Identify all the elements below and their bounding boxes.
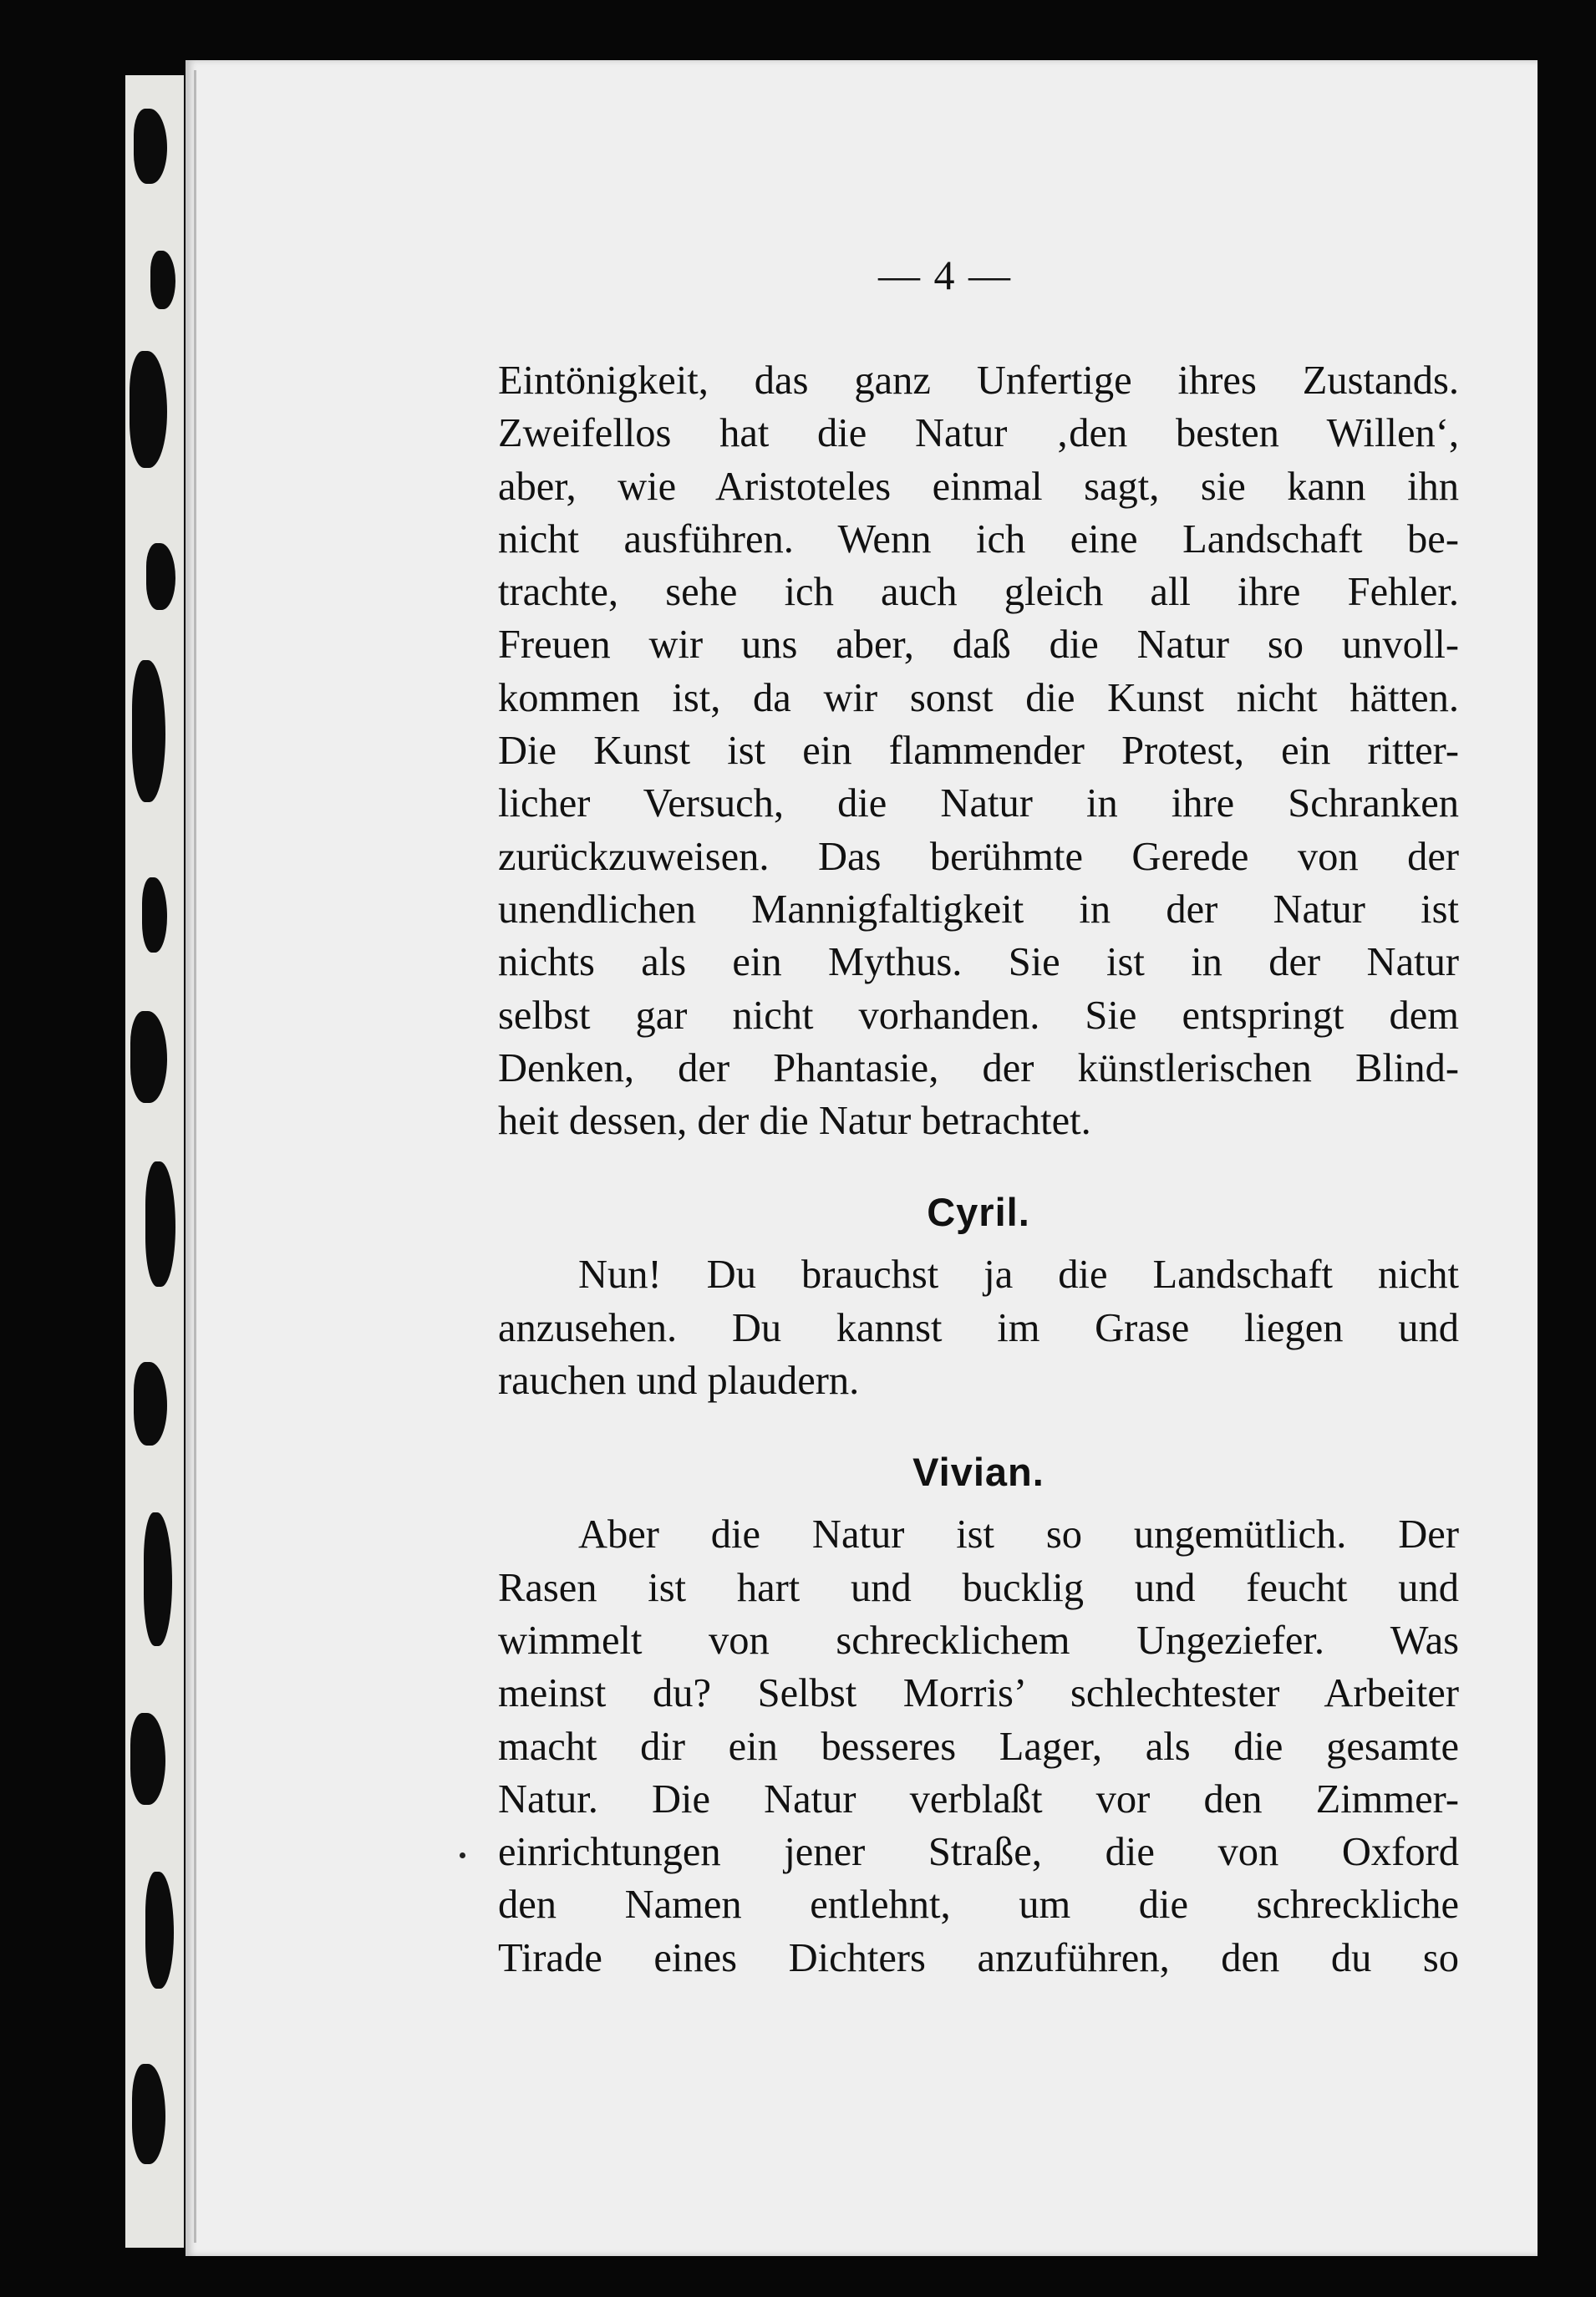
text-line: aber, wie Aristoteles einmal sagt, sie kann ihn bbox=[498, 464, 1459, 509]
marble-pattern bbox=[130, 351, 167, 468]
text-line: licher Versuch, die Natur in ihre Schranken bbox=[498, 781, 1459, 826]
text-line: kommen ist, da wir sonst die Kunst nicht hätten. bbox=[498, 675, 1459, 720]
text-line: zurückzuweisen. Das berühmte Gerede von der bbox=[498, 834, 1459, 879]
text-line: Die Kunst ist ein flammender Protest, ein ritter- bbox=[498, 729, 1459, 774]
marble-pattern bbox=[145, 1161, 175, 1287]
text-line: wimmelt von schrecklichem Ungeziefer. Was bbox=[498, 1618, 1459, 1663]
text-line: Nun! Du brauchst ja die Landschaft nicht bbox=[578, 1253, 1459, 1298]
page-text-block bbox=[498, 251, 1459, 1984]
speaker-heading: Vivian. bbox=[912, 1450, 1045, 1495]
page-number: — 4 — bbox=[878, 252, 1012, 298]
paragraph-1 bbox=[498, 354, 1459, 1147]
text-line: rauchen und plaudern. bbox=[498, 1359, 860, 1404]
marble-pattern bbox=[150, 251, 175, 309]
marbled-endpaper bbox=[125, 75, 184, 2248]
text-line: nicht ausführen. Wenn ich eine Landschaft be- bbox=[498, 516, 1459, 562]
text-line: nichts als ein Mythus. Sie ist in der Natur bbox=[498, 940, 1459, 985]
marble-pattern bbox=[132, 660, 165, 802]
marble-pattern bbox=[142, 877, 167, 953]
marble-pattern bbox=[134, 109, 167, 184]
text-line: Denken, der Phantasie, der künstlerischen Blind- bbox=[498, 1045, 1459, 1090]
text-line: trachte, sehe ich auch gleich all ihre Fehler. bbox=[498, 570, 1459, 615]
text-line: Tirade eines Dichters anzuführen, den du so bbox=[498, 1935, 1459, 1980]
text-line: Zweifellos hat die Natur ‚den besten Willen‘, bbox=[498, 411, 1459, 456]
marble-pattern bbox=[130, 1011, 167, 1103]
text-line: heit dessen, der die Natur betrachtet. bbox=[498, 1099, 1091, 1144]
page-edge-line bbox=[194, 70, 196, 2243]
text-line: meinst du? Selbst Morris’ schlechtester Arbeiter bbox=[498, 1671, 1459, 1716]
marble-pattern bbox=[144, 1512, 172, 1646]
text-line: Freuen wir uns aber, daß die Natur so unvoll- bbox=[498, 623, 1459, 668]
text-line: macht dir ein besseres Lager, als die gesamte bbox=[498, 1724, 1459, 1769]
paragraph-3 bbox=[498, 1508, 1459, 1984]
ink-speck bbox=[460, 1852, 465, 1858]
speaker-heading: Cyril. bbox=[927, 1190, 1030, 1235]
text-line: selbst gar nicht vorhanden. Sie entspringt dem bbox=[498, 993, 1459, 1038]
text-line: Rasen ist hart und bucklig und feucht und bbox=[498, 1565, 1459, 1610]
text-line: Aber die Natur ist so ungemütlich. Der bbox=[578, 1512, 1459, 1558]
text-line: unendlichen Mannigfaltigkeit in der Natur ist bbox=[498, 887, 1459, 932]
marble-pattern bbox=[132, 2064, 165, 2164]
marble-pattern bbox=[130, 1713, 165, 1805]
text-line: den Namen entlehnt, um die schreckliche bbox=[498, 1883, 1459, 1928]
text-line: einrichtungen jener Straße, die von Oxford bbox=[498, 1830, 1459, 1875]
marble-pattern bbox=[145, 1872, 174, 1989]
marble-pattern bbox=[134, 1362, 167, 1446]
paragraph-2 bbox=[498, 1248, 1459, 1407]
text-line: anzusehen. Du kannst im Grase liegen und bbox=[498, 1305, 1459, 1350]
marble-pattern bbox=[146, 543, 175, 610]
text-line: Natur. Die Natur verblaßt vor den Zimmer- bbox=[498, 1776, 1459, 1822]
text-line: Eintönigkeit, das ganz Unfertige ihres Zustands. bbox=[498, 358, 1459, 403]
